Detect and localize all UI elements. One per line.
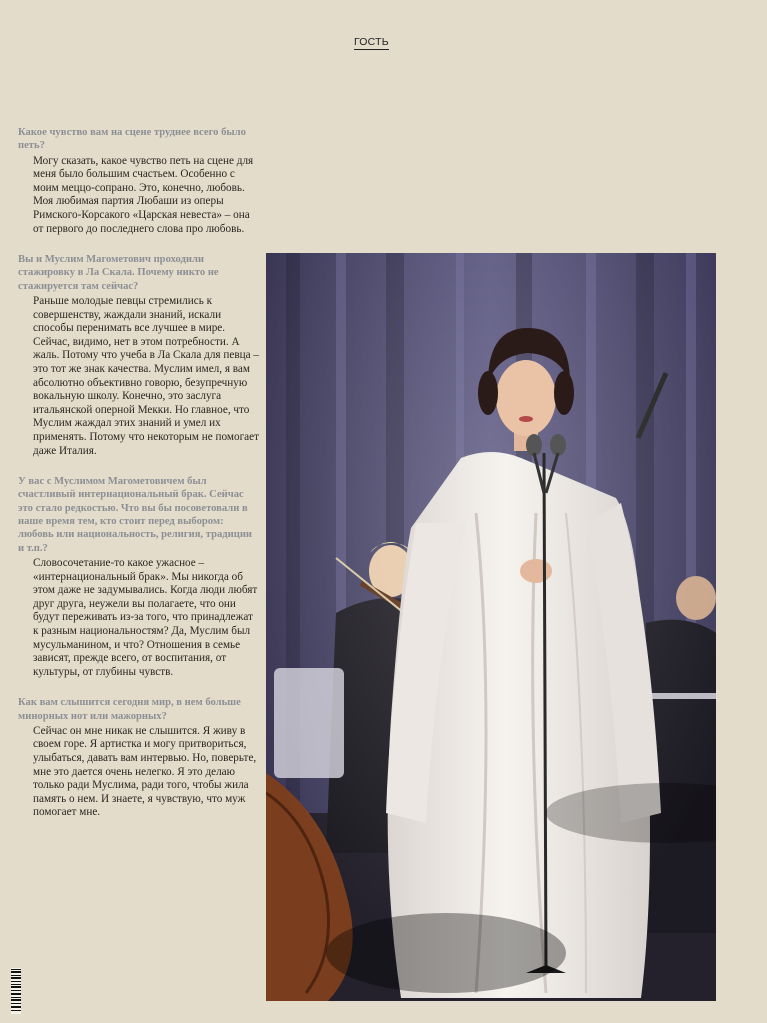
qa-block bbox=[18, 253, 260, 458]
section-label: ГОСТЬ bbox=[354, 36, 389, 48]
qa-block bbox=[18, 475, 260, 679]
answer: Могу сказать, какое чувство петь на сцене для меня было большим счастьем. Особенно с моим меццо-сопрано. Это, конечно, любовь. Моя любимая партия Любаши из оперы Римского-Корсакого «Царская невеста» – она от первого до последнего слова про любовь. bbox=[33, 154, 254, 235]
concert-photo bbox=[266, 253, 716, 1001]
answer: Словосочетание-то какое ужасное – «интернациональный брак». Мы никогда об этом даже не задумывались. Когда люди любят друг друга, неужели вы полагаете, что они будут переживать из-за того, что принадлежат к разным национальностям? Да, Муслим был мусульманином, и что? Отношения в семье зависят, прежде всего, от воспитания, от культуры, от глубины чувств. bbox=[33, 556, 258, 678]
interview-text bbox=[18, 126, 260, 837]
qa-block bbox=[18, 126, 260, 236]
qa-block bbox=[18, 696, 260, 820]
singer-on-stage-illustration bbox=[266, 253, 716, 1001]
question: У вас с Муслимом Магометовичем был счастливый интернациональный брак. Сейчас это стало редкостью. Что вы бы посоветовали в наше время тем, кто стоит перед выбором: любовь или национальность, религия, традиции и т.п.? bbox=[18, 476, 253, 554]
question: Какое чувство вам на сцене труднее всего было петь? bbox=[18, 127, 246, 152]
barcode-icon bbox=[11, 968, 21, 1014]
question: Как вам слышится сегодня мир, в нем больше минорных нот или мажорных? bbox=[18, 697, 241, 722]
answer: Раньше молодые певцы стремились к совершенству, жаждали знаний, искали способы перенимать все лучшее в мире. Сейчас, видимо, нет в этом потребности. А жаль. Потому что учеба в Ла Скала для певца – это тот же знак качества. Муслим имел, я вам абсолютно объективно говорю, безупречную вокальную школу. Конечно, это заслуга итальянской оперной Мекки. Но главное, что Муслим жаждал этих знаний и умел их применять. Потому что некоторым не помогает даже Италия. bbox=[33, 295, 259, 457]
answer: Сейчас он мне никак не слышится. Я живу в своем горе. Я артистка и могу притвориться, улыбаться, давать вам интервью. Но, поверьте, мне это дается очень нелегко. Я это делаю только ради Муслима, ради того, чтобы жила память о нем. И знаете, я чувствую, что муж помогает мне. bbox=[33, 724, 257, 819]
question: Вы и Муслим Магометович проходили стажировку в Ла Скала. Почему никто не стажируется там сейчас? bbox=[18, 254, 219, 292]
